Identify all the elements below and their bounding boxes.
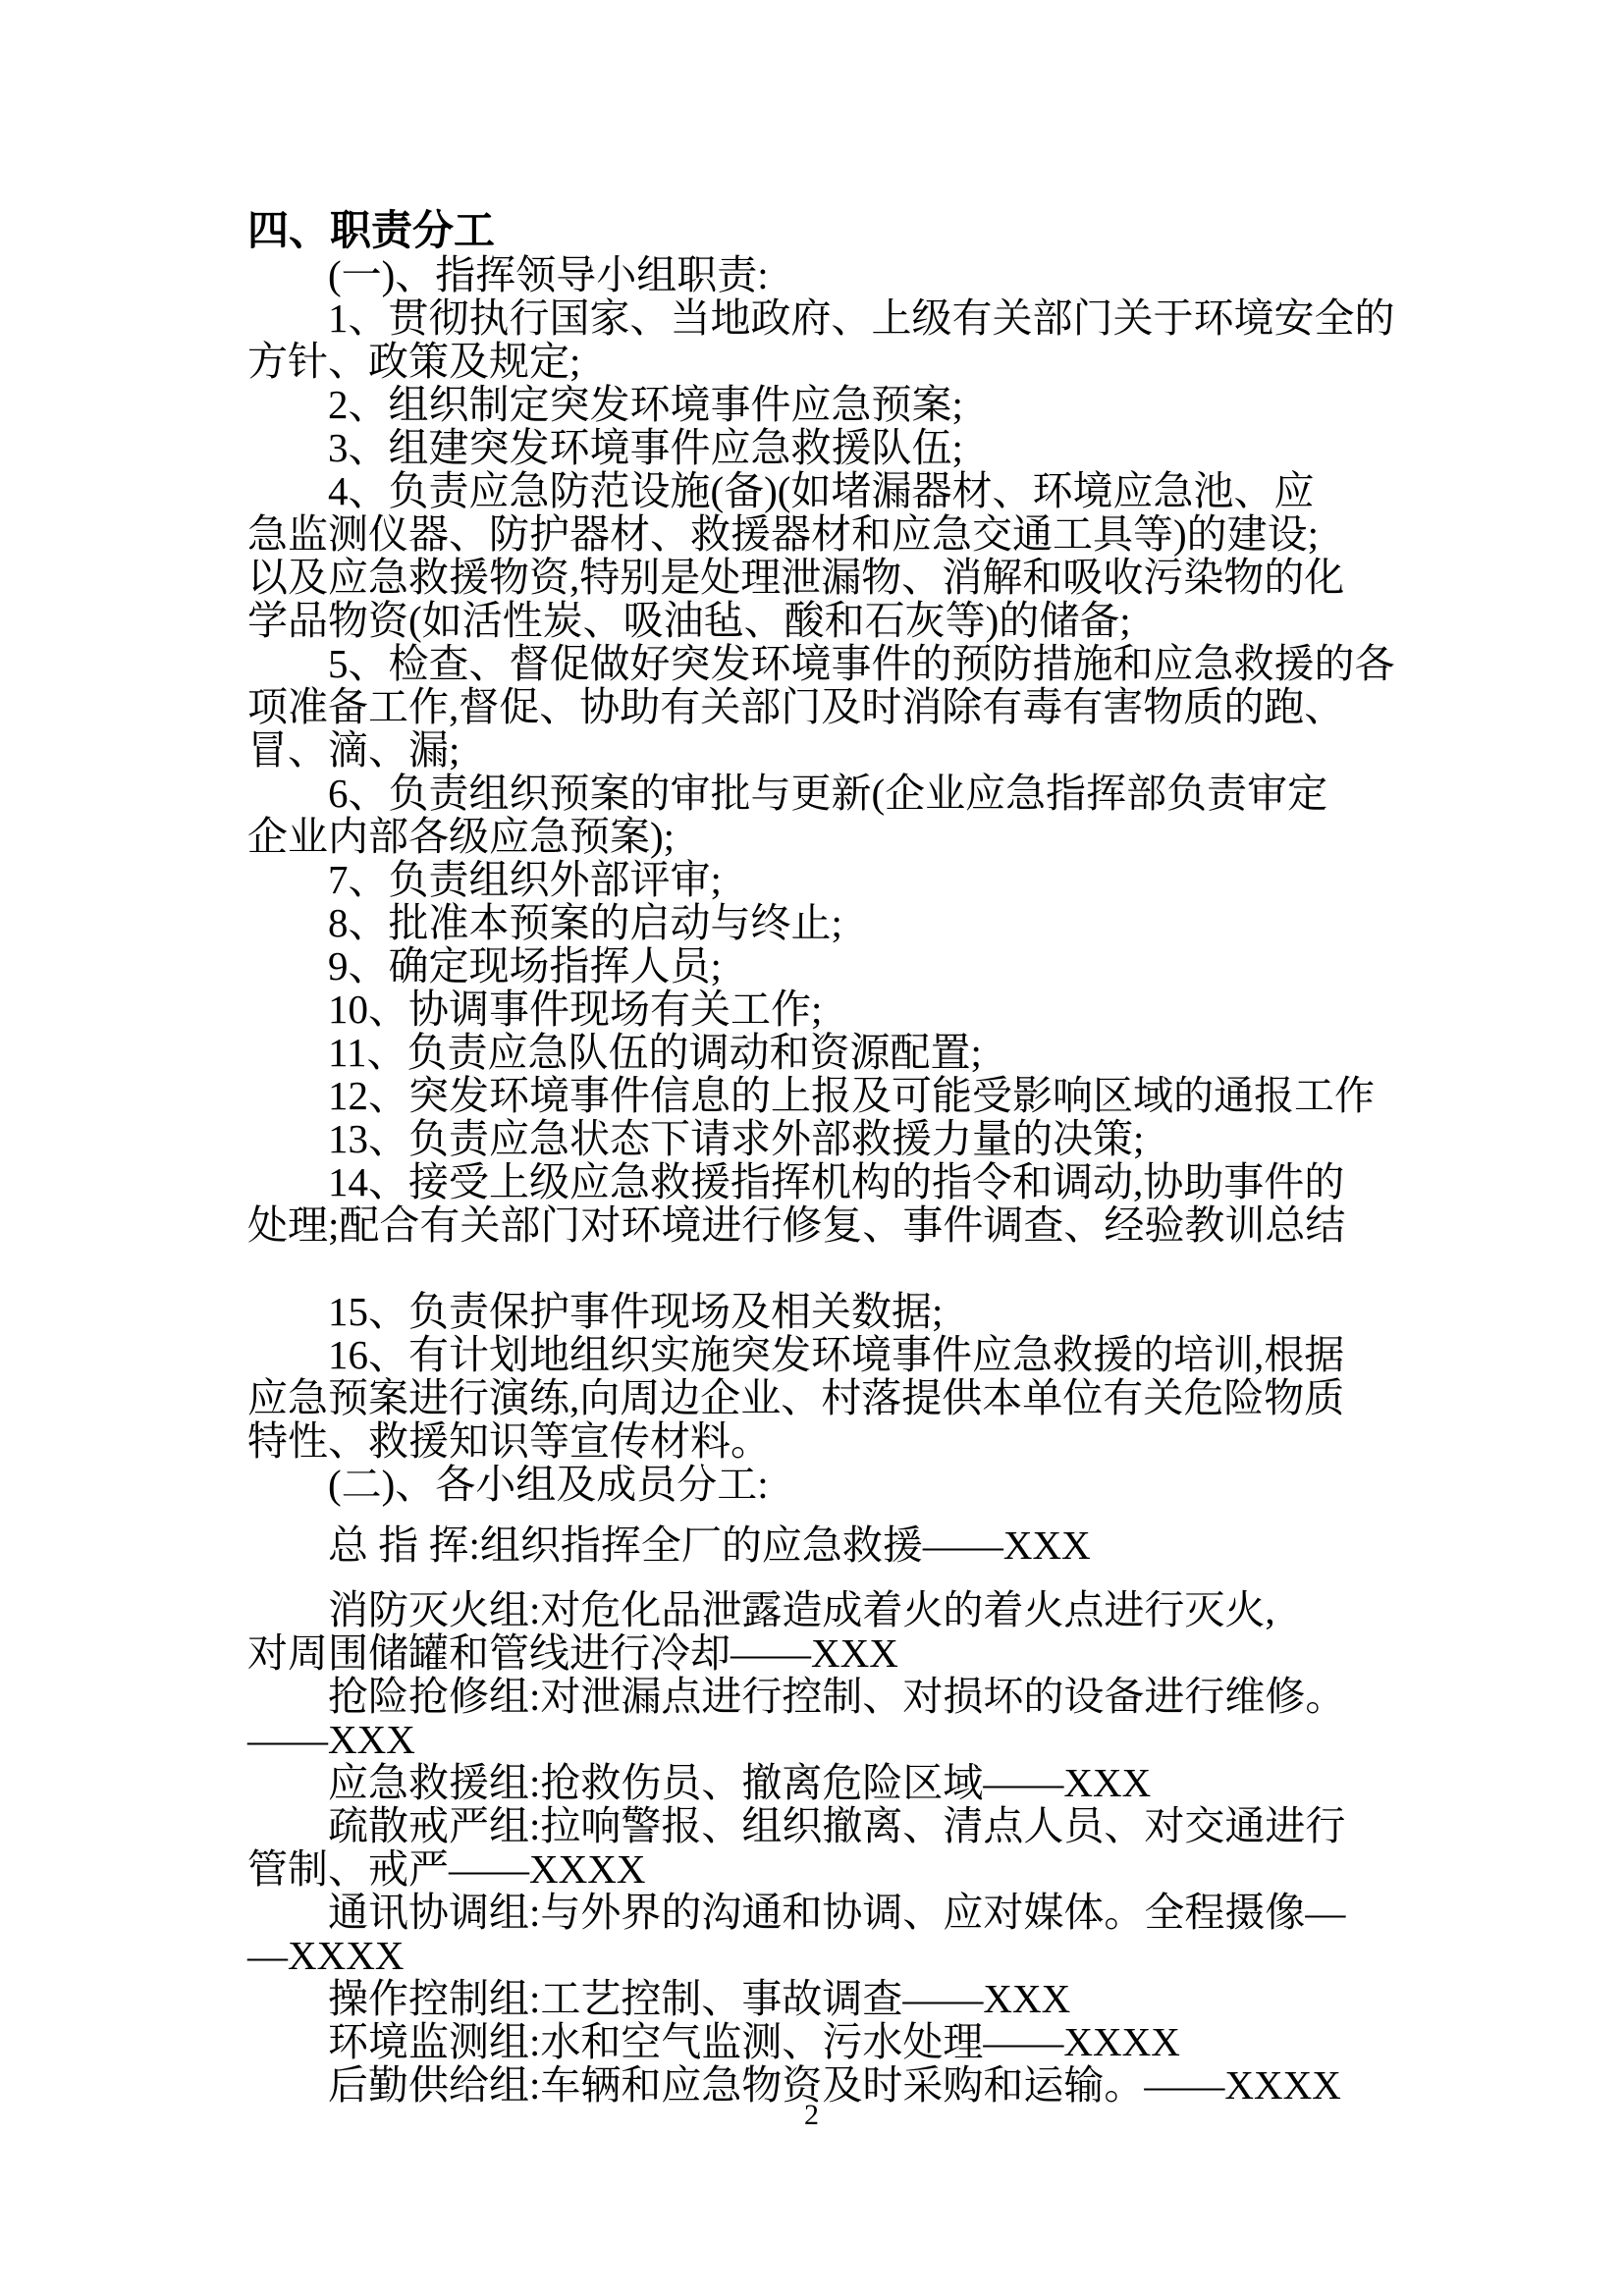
blank-line [247,1247,1485,1290]
text-line: 通讯协调组:与外界的沟通和协调、应对媒体。全程摄像— [328,1890,1346,1935]
text-line: 16、有计划地组织实施突发环境事件应急救援的培训,根据 [328,1332,1345,1377]
text-line: 11、负责应急队伍的调动和资源配置; [328,1030,982,1075]
text-line: —XXXX [247,1933,405,1978]
text-line: 1、贯彻执行国家、当地政府、上级有关部门关于环境安全的 [328,295,1395,341]
text-line: 12、突发环境事件信息的上报及可能受影响区域的通报工作 [328,1073,1375,1118]
text-line: 7、负责组织外部评审; [328,857,722,902]
text-line: 操作控制组:工艺控制、事故调查——XXX [328,1976,1071,2021]
text-line: 企业内部各级应急预案); [247,814,676,859]
text-line: 应急救援组:抢救伤员、撤离危险区域——XXX [328,1760,1152,1805]
text-line: 抢险抢修组:对泄漏点进行控制、对损坏的设备进行维修。 [328,1674,1346,1719]
text-line: 9、确定现场指挥人员; [328,943,722,988]
page-number: 2 [804,2099,819,2131]
text-line: 特性、救援知识等宣传材料。 [247,1418,771,1464]
text-line: 13、负责应急状态下请求外部救援力量的决策; [328,1116,1145,1161]
text-line: 14、接受上级应急救援指挥机构的指令和调动,协助事件的 [328,1159,1345,1204]
text-line: (一)、指挥领导小组职责: [328,252,769,297]
document-content [247,210,1485,2107]
text-line: 冒、滴、漏; [247,727,460,773]
section-heading: 四、职责分工 [247,209,496,254]
text-line: 消防灭火组:对危化品泄露造成着火的着火点进行灭火, [328,1587,1275,1632]
text-line: 管制、戒严——XXXX [247,1846,646,1892]
text-line: 10、协调事件现场有关工作; [328,987,823,1032]
text-line: 处理;配合有关部门对环境进行修复、事件调查、经验教训总结 [247,1202,1346,1248]
text-line: ——XXX [247,1717,415,1762]
text-line: 以及应急救援物资,特别是处理泄漏物、消解和吸收污染物的化 [247,555,1345,600]
text-line: 8、批准本预案的启动与终止; [328,900,842,945]
text-line: 4、负责应急防范设施(备)(如堵漏器材、环境应急池、应 [328,468,1315,513]
text-line: 应急预案进行演练,向周边企业、村落提供本单位有关危险物质 [247,1375,1345,1420]
text-line: 3、组建突发环境事件应急救援队伍; [328,425,963,470]
text-line: (二)、各小组及成员分工: [328,1462,769,1507]
text-line: 6、负责组织预案的审批与更新(企业应急指挥部负责审定 [328,771,1328,816]
text-line: 15、负责保护事件现场及相关数据; [328,1289,944,1334]
text-line: 后勤供给组:车辆和应急物资及时采购和运输。——XXXX [328,2062,1341,2108]
text-line: 急监测仪器、防护器材、救援器材和应急交通工具等)的建设; [247,511,1320,557]
text-line: 疏散戒严组:拉响警报、组织撤离、清点人员、对交通进行 [328,1803,1346,1848]
text-line: 总 指 挥:组织指挥全厂的应急救援——XXX [328,1522,1091,1568]
text-line: 2、组织制定突发环境事件应急预案; [328,382,963,427]
text-line: 环境监测组:水和空气监测、污水处理——XXXX [328,2019,1180,2064]
text-line: 方针、政策及规定; [247,339,581,384]
text-line: 5、检查、督促做好突发环境事件的预防措施和应急救援的各 [328,641,1395,686]
text-line: 学品物资(如活性炭、吸油毡、酸和石灰等)的储备; [247,598,1131,643]
text-line: 项准备工作,督促、协助有关部门及时消除有毒有害物质的跑、 [247,684,1345,729]
text-line: 对周围储罐和管线进行冷却——XXX [247,1630,898,1676]
